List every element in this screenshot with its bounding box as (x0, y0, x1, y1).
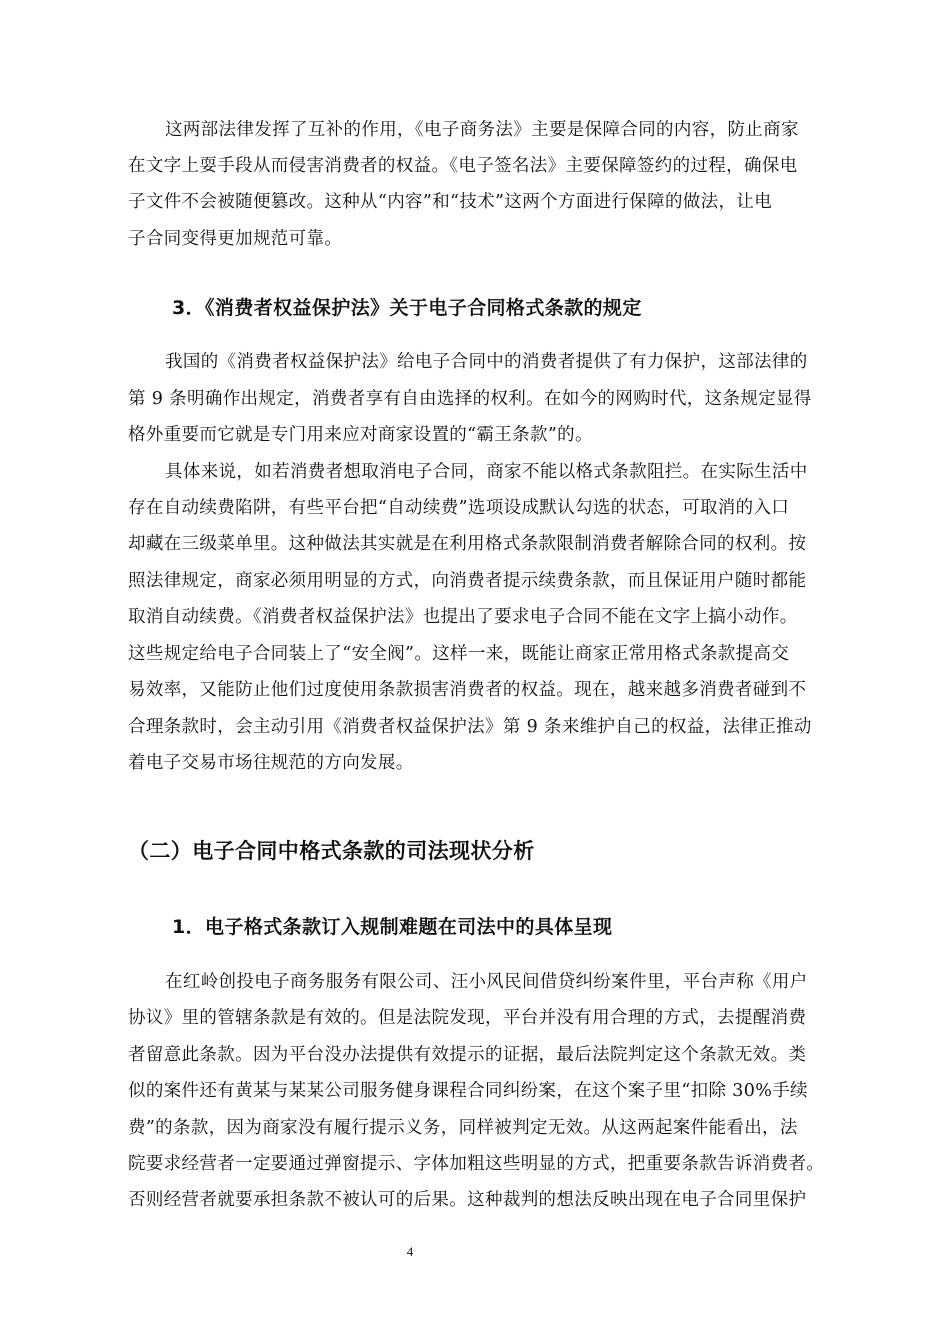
page-number: 4 (406, 1244, 414, 1259)
paragraph-line: 似的案件还有黄某与某某公司服务健身课程合同纠纷案，在这个案子里“扣除 30%手续 (128, 1081, 808, 1101)
paragraph-line: 者留意此条款。因为平台没办法提供有效提示的证据，最后法院判定这个条款无效。类 (128, 1045, 807, 1065)
section-heading: 3．《消费者权益保护法》关于电子合同格式条款的规定 (172, 297, 642, 319)
paragraph-line: 照法律规定，商家必须用明显的方式，向消费者提示续费条款，而且保证用户随时都能 (128, 571, 807, 591)
paragraph-line: 着电子交易市场往规范的方向发展。 (128, 753, 414, 773)
paragraph-line: 子文件不会被随便篡改。这种从“内容”和“技术”这两个方面进行保障的做法，让电 (128, 192, 773, 212)
paragraph-line: 却藏在三级菜单里。这种做法其实就是在利用格式条款限制消费者解除合同的权利。按 (128, 534, 807, 554)
paragraph-line: 在红岭创投电子商务服务有限公司、汪小风民间借贷纠纷案件里，平台声称《用户 (165, 972, 808, 992)
paragraph-line: 费”的条款，因为商家没有履行提示义务，同样被判定无效。从这两起案件能看出，法 (128, 1118, 798, 1138)
paragraph-line: 存在自动续费陷阱，有些平台把“自动续费”选项设成默认勾选的状态，可取消的入口 (128, 498, 790, 518)
paragraph-line: 这些规定给电子合同装上了“安全阀”。这样一来，既能让商家正常用格式条款提高交 (128, 644, 790, 664)
paragraph-line: 协议》里的管辖条款是有效的。但是法院发现，平台并没有用合理的方式，去提醒消费 (128, 1008, 807, 1028)
paragraph-line: 取消自动续费。《消费者权益保护法》也提出了要求电子合同不能在文字上搞小动作。 (128, 607, 798, 627)
paragraph-line: 这两部法律发挥了互补的作用，《电子商务法》主要是保障合同的内容，防止商家 (165, 120, 799, 140)
paragraph-line: 易效率，又能防止他们过度使用条款损害消费者的权益。现在，越来越多消费者碰到不 (128, 680, 807, 700)
paragraph-line: 合理条款时，会主动引用《消费者权益保护法》第 9 条来维护自己的权益，法律正推动 (128, 717, 812, 737)
chapter-heading: （二）电子合同中格式条款的司法现状分析 (128, 839, 535, 863)
paragraph-line: 格外重要而它就是专门用来应对商家设置的“霸王条款”的。 (128, 425, 593, 445)
paragraph-line: 在文字上耍手段从而侵害消费者的权益。《电子签名法》主要保障签约的过程，确保电 (128, 156, 798, 176)
paragraph-line: 否则经营者就要承担条款不被认可的后果。这种裁判的想法反映出现在电子合同里保护 (128, 1190, 807, 1210)
paragraph-line: 我国的《消费者权益保护法》给电子合同中的消费者提供了有力保护，这部法律的 (165, 352, 808, 372)
paragraph-line: 具体来说，如若消费者想取消电子合同，商家不能以格式条款阻拦。在实际生活中 (165, 462, 808, 482)
section-heading: 1．电子格式条款订入规制难题在司法中的具体呈现 (172, 916, 613, 938)
paragraph-line: 子合同变得更加规范可靠。 (128, 229, 343, 249)
paragraph-line: 第 9 条明确作出规定，消费者享有自由选择的权利。在如今的网购时代，这条规定显得 (128, 389, 812, 409)
paragraph-line: 院要求经营者一定要通过弹窗提示、字体加粗这些明显的方式，把重要条款告诉消费者。 (128, 1154, 825, 1174)
